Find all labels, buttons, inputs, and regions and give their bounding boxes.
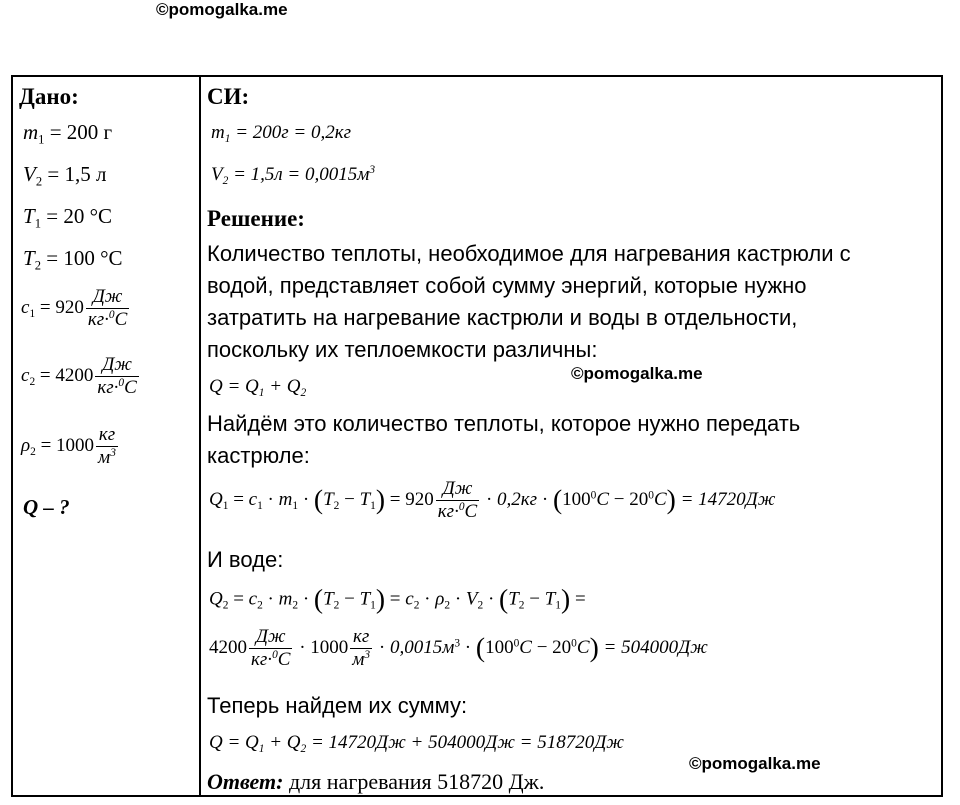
equation-sum: $Q = Q_1 + Q_2$ (209, 376, 307, 399)
given-t1: $T_1 = 20$ °С (23, 204, 112, 231)
watermark-top: ©pomogalka.me (156, 0, 288, 19)
given-title: Дано: (19, 84, 79, 109)
equation-q1: $Q_1 = c_1 \cdot m_1 \cdot (T_2 - T_1) = 920$ $\frac{Дж}{кг\cdot^0C}$ · $0,2кг \cdot (100^0C - 20^0C) = 14720Дж$ (209, 478, 776, 522)
given-v2: $V_2 = 1,5$ л (23, 162, 107, 189)
given-find: Q – ? (23, 495, 70, 519)
solution-text-line: затратить на нагревание кастрюли и воды в отдельности, (207, 305, 798, 330)
si-title: СИ: (207, 84, 250, 109)
water-text: И воде: (207, 547, 284, 572)
given-t2: $T_2 = 100$ °С (23, 246, 123, 273)
si-v2: $V_2 = 1,5л = 0,0015м^3$ (211, 164, 376, 187)
column-divider (199, 77, 201, 795)
given-rho: $\rho_2 = 1000$ $\frac{кг}{м^3}$ (21, 424, 116, 468)
solution-text-line: кастрюле: (207, 443, 310, 468)
sum-text: Теперь найдем их сумму: (207, 693, 468, 718)
si-m1: $m_1 = 200г = 0,2кг$ (211, 122, 352, 145)
solution-text-line: водой, представляет собой сумму энергий, которые нужно (207, 273, 807, 298)
solution-text-line: Количество теплоты, необходимое для нагревания кастрюли с (207, 241, 851, 266)
watermark-bottom: ©pomogalka.me (689, 754, 821, 773)
equation-q2-values: 4200 $\frac{Дж}{кг\cdot^0C}$ · 1000 $\frac{кг}{м^3}$ · $0,0015м^3 \cdot (100^0C - 20^0C) = 504000Дж$ (209, 626, 708, 670)
solution-title: Решение: (207, 206, 305, 231)
solution-text-line: Найдём это количество теплоты, которое нужно передать (207, 411, 801, 436)
watermark-middle: ©pomogalka.me (571, 364, 703, 383)
equation-total: $Q = Q_1 + Q_2 = 14720Дж + 504000Дж = 518720Дж$ (209, 732, 624, 755)
given-m1: $m_1 = 200$ г (23, 120, 113, 147)
equation-q2: $Q_2 = c_2 \cdot m_2 \cdot (T_2 - T_1) = c_2 \cdot \rho_2 \cdot V_2 \cdot (T_2 - T_1)$ = (209, 583, 586, 614)
solution-text-line: поскольку их теплоемкости различны: (207, 337, 598, 362)
problem-table (11, 75, 943, 797)
given-c1: $c_1 = 920$ $\frac{Дж}{кг\cdot^0C}$ (21, 286, 128, 330)
given-c2: $c_2 = 4200$ $\frac{Дж}{кг\cdot^0C}$ (21, 354, 137, 398)
answer: Ответ: для нагревания 518720 Дж. (207, 769, 545, 794)
